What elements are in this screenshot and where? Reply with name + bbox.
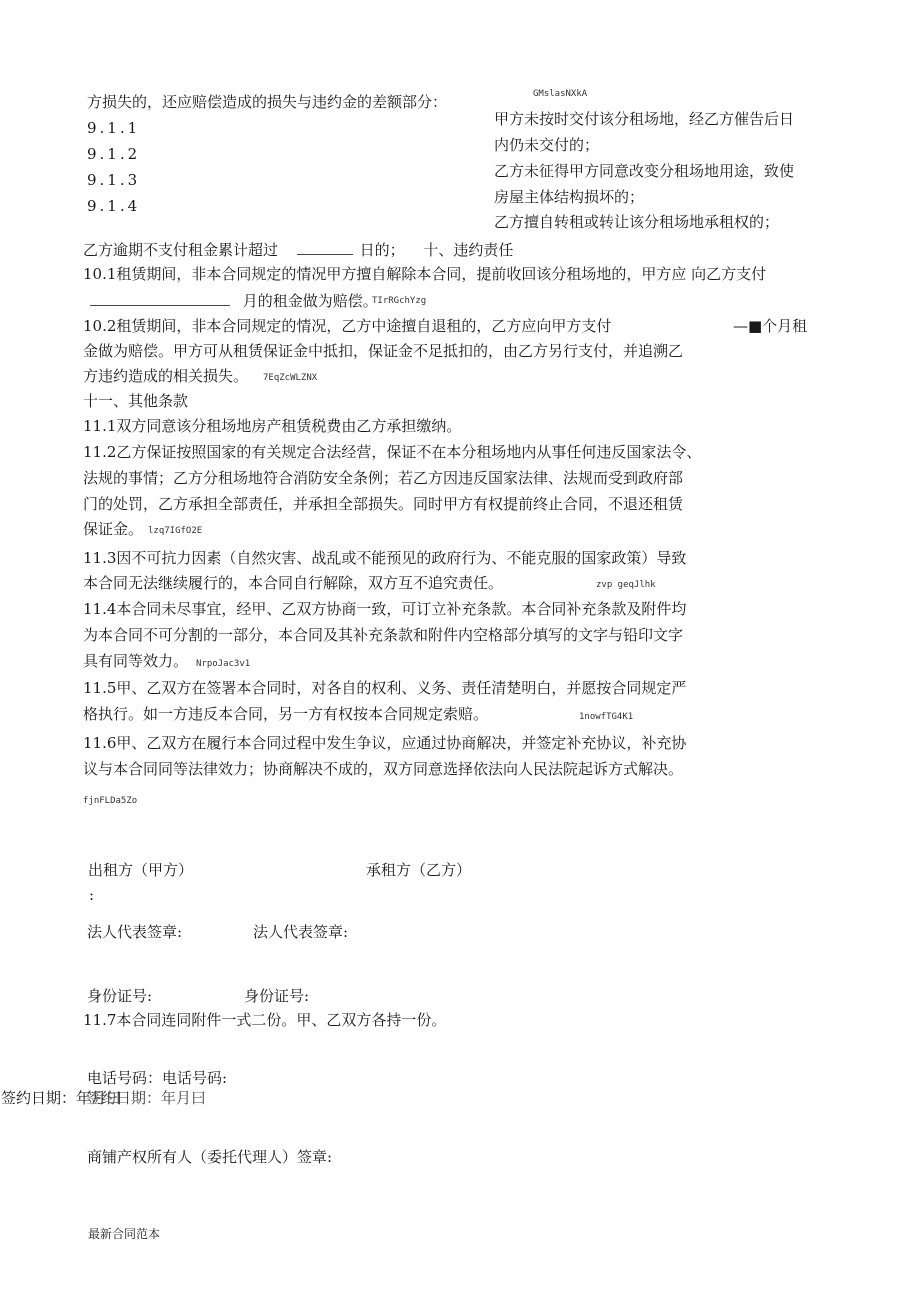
doc-code: TIrRGchYzg [372,296,427,306]
right-col-line: 乙方擅自转租或转让该分租场地承租权的； [494,213,780,231]
doc-code: NrpoJac3v1 [196,659,251,669]
clause-11-5: 格执行。如一方违反本合同，另一方有权按本合同规定索赔。 [83,705,489,723]
clause-11-4: 11.4本合同未尽事宜，经甲、乙双方协商一致，可订立补充条款。本合同补充条款及附件均 [83,600,687,618]
doc-code: fjnFLDa5Zo [83,796,138,806]
doc-code: 1nowfTG4K1 [579,712,634,722]
clause-11-4: 具有同等效力。 [83,652,189,670]
blank-months [90,290,230,306]
clause-10-1-text: 月的租金做为赔偿。 [242,292,378,310]
right-col-line: 甲方未按时交付该分租场地，经乙方催告后日 [494,110,795,128]
clause-11-4: 为本合同不可分割的一部分，本合同及其补充条款和附件内空格部分填写的文字与铅印文字 [83,626,684,644]
continuation-text: 方损失的，还应赔偿造成的损失与违约金的差额部分： [87,93,448,111]
clause-11-2: 法规的事情；乙方分租场地符合消防安全条例；若乙方因违反国家法律、法规而受到政府部 [83,469,684,487]
clause-11-3: 11.3因不可抗力因素（自然灾害、战乱或不能预见的政府行为、不能克服的国家政策）导致 [83,549,687,567]
doc-code: zvp geqJlhk [596,580,656,590]
legal-rep-sign-lessor: 法人代表签章: [87,923,183,941]
sign-date-overlap: 签约日期：年月曰 [86,1089,207,1107]
clause-10-1: 10.1租赁期间，非本合同规定的情况甲方擅自解除本合同，提前收回该分租场地的，甲方应 向乙方支付 [83,265,767,283]
clause-11-1: 11.1双方同意该分租场地房产租赁税费由乙方承担缴纳。 [83,417,462,435]
item-9-1-2: 9.1.2 [87,145,141,163]
clause-10-2-line3: 方违约造成的相关损失。 [83,367,249,385]
clause-11-2: 门的处罚，乙方承担全部责任，并承担全部损失。同时甲方有权提前终止合同，不退还租赁 [83,495,684,513]
lessee-label: 承租方（乙方） [366,861,472,879]
id-number-lessor: 身份证号: [87,987,153,1005]
footer-text: 最新合同范本 [88,1227,161,1241]
phone-number: 电话号码：电话号码: [87,1069,228,1087]
legal-rep-sign-lessee: 法人代表签章: [253,923,349,941]
overdue-line [83,239,513,260]
right-col-line: 内仍未交付的； [494,136,600,154]
clause-11-2: 11.2乙方保证按照国家的有关规定合法经营，保证不在本分租场地内从事任何违反国家法令、 [83,443,702,461]
clause-10-2-months: —■个月租 [733,317,808,335]
item-9-1-3: 9.1.3 [87,171,141,189]
doc-code: lzq7IGfO2E [148,526,203,536]
doc-code: 7EqZcWLZNX [263,373,318,383]
blank-days [297,239,353,255]
right-col-line: 房屋主体结构损坏的； [494,188,645,206]
clause-11-3: 本合同无法继续履行的，本合同自行解除，双方互不追究责任。 [83,574,504,592]
right-col-line: 乙方未征得甲方同意改变分租场地用途，致使 [494,162,795,180]
doc-code: GMslasNXkA [533,89,588,99]
clause-11-5: 11.5甲、乙双方在签署本合同时，对各自的权利、义务、责任清楚明白，并愿按合同规定严 [83,679,687,697]
sign-date: 签约日期：年月曰 [1,1089,122,1107]
section-10-heading: 十、违约责任 [423,241,514,259]
lessor-label: 出租方（甲方） [88,861,194,879]
clause-11-6: 议与本合同同等法律效力；协商解决不成的，双方同意选择依法向人民法院起诉方式解决。 [83,760,684,778]
overdue-text: 乙方逾期不支付租金累计超过 [83,241,279,259]
item-9-1-1: 9.1.1 [87,119,141,137]
clause-10-2: 10.2租赁期间，非本合同规定的情况，乙方中途擅自退租的，乙方应向甲方支付 [83,317,612,335]
overdue-text-end: 日的； [359,241,405,259]
lessor-colon: : [89,886,95,904]
clause-10-1-cont [90,290,378,311]
clause-11-7: 11.7本合同连同附件一式二份。甲、乙双方各持一份。 [83,1011,447,1029]
clause-10-2-line2: 金做为赔偿。甲方可从租赁保证金中抵扣，保证金不足抵扣的，由乙方另行支付，并追溯乙 [83,342,684,360]
id-number-lessee: 身份证号: [244,987,310,1005]
item-9-1-4: 9.1.4 [87,197,141,215]
owner-signature: 商铺产权所有人（委托代理人）签章: [87,1148,333,1166]
clause-11-2: 保证金。 [83,520,144,538]
section-11-heading: 十一、其他条款 [83,392,189,410]
clause-11-6: 11.6甲、乙双方在履行本合同过程中发生争议，应通过协商解决，并签定补充协议，补充协 [83,734,687,752]
